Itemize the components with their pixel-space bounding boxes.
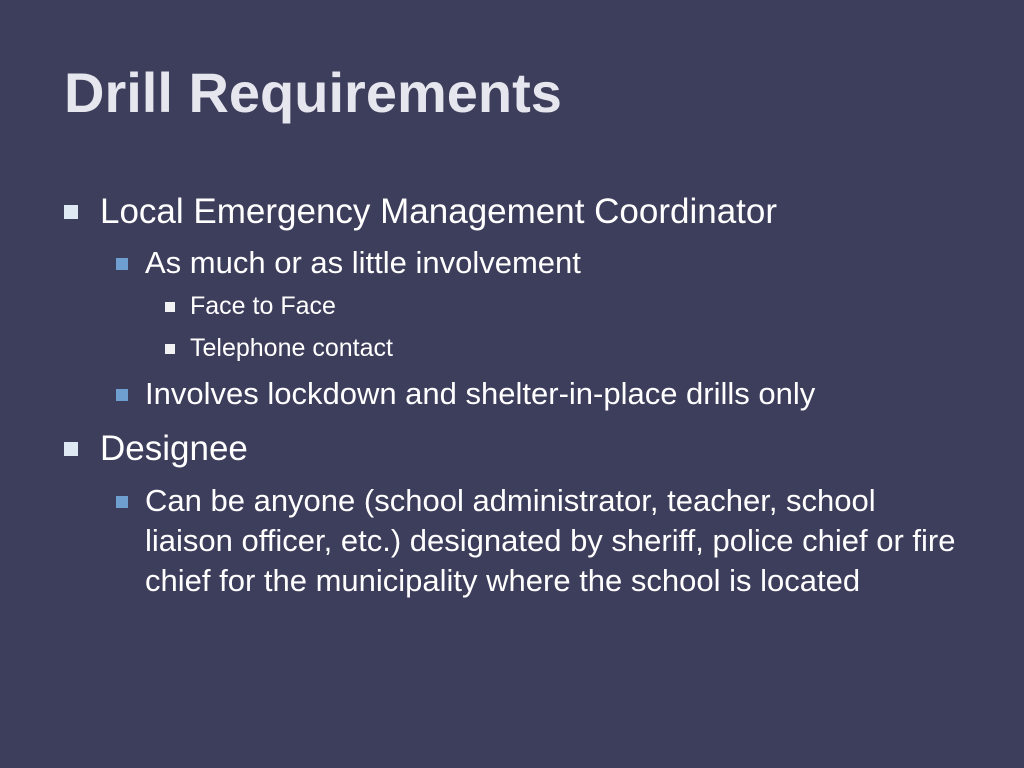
slide-title: Drill Requirements bbox=[64, 61, 562, 124]
square-bullet-icon bbox=[116, 496, 128, 508]
bullet-level-2 bbox=[116, 481, 966, 601]
square-bullet-icon bbox=[64, 205, 78, 219]
square-bullet-icon bbox=[116, 389, 128, 401]
square-bullet-icon bbox=[165, 302, 175, 312]
square-bullet-icon bbox=[116, 258, 128, 270]
bullet-text: Can be anyone (school administrator, teacher, school liaison officer, etc.) designated by sheriff, police chief or fire chief for the municipality where the school is located bbox=[145, 483, 965, 598]
bullet-level-2 bbox=[116, 243, 976, 283]
square-bullet-icon bbox=[165, 344, 175, 354]
square-bullet-icon bbox=[64, 442, 78, 456]
bullet-text: Involves lockdown and shelter-in-place drills only bbox=[145, 376, 816, 411]
bullet-level-2 bbox=[116, 374, 996, 414]
bullet-text: Telephone contact bbox=[190, 334, 393, 362]
bullet-text: Local Emergency Management Coordinator bbox=[100, 192, 778, 231]
bullet-text: As much or as little involvement bbox=[145, 245, 581, 280]
bullet-text: Face to Face bbox=[190, 292, 336, 320]
bullet-level-1 bbox=[64, 429, 984, 469]
bullet-level-3 bbox=[165, 333, 965, 363]
bullet-level-3 bbox=[165, 291, 965, 321]
bullet-level-1 bbox=[64, 192, 984, 232]
bullet-text: Designee bbox=[100, 429, 248, 468]
